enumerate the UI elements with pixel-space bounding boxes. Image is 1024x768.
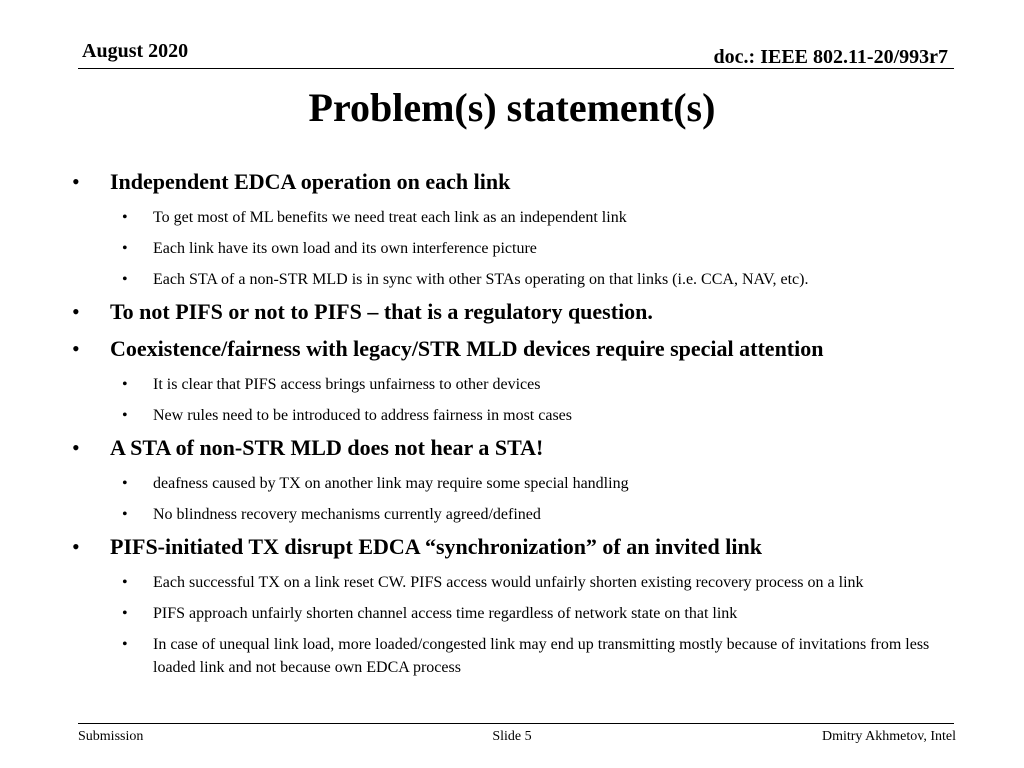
sub-bullet-list bbox=[72, 472, 972, 526]
footer-submission: Submission bbox=[78, 729, 144, 744]
bullet-sub: • To get most of ML benefits we need treat each link as an independent link bbox=[72, 206, 972, 229]
bullet-sub: • New rules need to be introduced to address fairness in most cases bbox=[72, 404, 972, 427]
bullet-sub: • deafness caused by TX on another link may require some special handling bbox=[72, 472, 972, 495]
bullet-main: • Coexistence/fairness with legacy/STR MLD devices require special attention bbox=[72, 333, 972, 365]
header-doc-id: doc.: IEEE 802.11-20/993r7 bbox=[713, 46, 948, 68]
header-divider bbox=[78, 68, 954, 69]
bullet-sub: • PIFS approach unfairly shorten channel access time regardless of network state on that link bbox=[72, 602, 972, 625]
bullet-main: • PIFS-initiated TX disrupt EDCA “synchronization” of an invited link bbox=[72, 531, 972, 563]
slide-title: Problem(s) statement(s) bbox=[308, 85, 716, 130]
header-date: August 2020 bbox=[82, 40, 189, 62]
bullet-sub: • Each successful TX on a link reset CW. PIFS access would unfairly shorten existing recovery process on a link bbox=[72, 571, 972, 594]
bullet-sub: • Each link have its own load and its own interference picture bbox=[72, 237, 972, 260]
footer-author: Dmitry Akhmetov, Intel bbox=[821, 729, 956, 744]
sub-bullet-list bbox=[72, 571, 972, 679]
slide-content bbox=[72, 166, 972, 679]
footer-divider bbox=[78, 723, 954, 724]
sub-bullet-list bbox=[72, 373, 972, 427]
bullet-main: • Independent EDCA operation on each link bbox=[72, 166, 972, 198]
bullet-sub: • It is clear that PIFS access brings unfairness to other devices bbox=[72, 373, 972, 396]
sub-bullet-list bbox=[72, 206, 972, 291]
bullet-main: • A STA of non-STR MLD does not hear a STA! bbox=[72, 432, 972, 464]
bullet-sub: • In case of unequal link load, more loaded/congested link may end up transmitting mostly because of invitations from less loaded link and not because own EDCA process bbox=[72, 633, 972, 679]
footer-slide-number: Slide 5 bbox=[492, 729, 532, 744]
bullet-main: • To not PIFS or not to PIFS – that is a regulatory question. bbox=[72, 296, 972, 328]
bullet-sub: • No blindness recovery mechanisms currently agreed/defined bbox=[72, 503, 972, 526]
bullet-sub: • Each STA of a non-STR MLD is in sync with other STAs operating on that links (i.e. CCA, NAV, etc). bbox=[72, 268, 972, 291]
